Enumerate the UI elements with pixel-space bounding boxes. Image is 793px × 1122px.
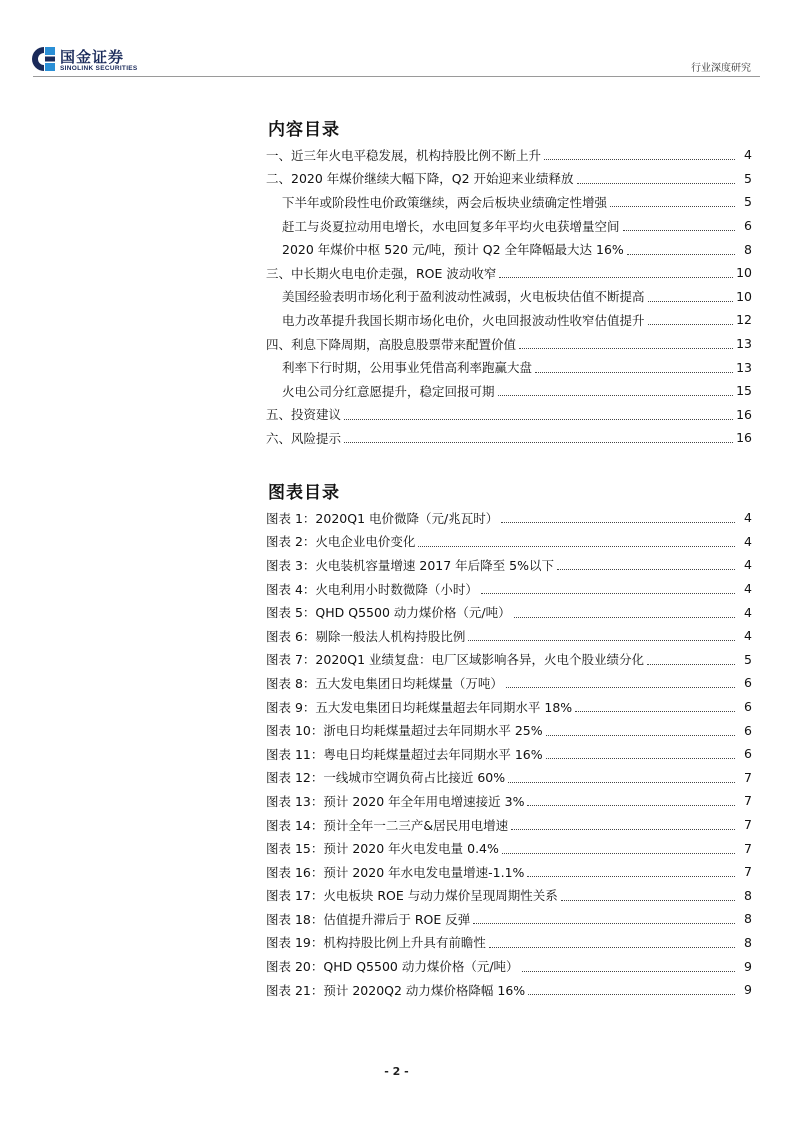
entry-page-number: 6 [744, 675, 752, 691]
dot-leader [506, 687, 735, 688]
figure-entry[interactable] [266, 742, 752, 766]
entry-page-number: 9 [744, 958, 752, 974]
figure-entry[interactable] [266, 718, 752, 742]
entry-page-number: 4 [744, 510, 752, 526]
entry-title: 图表 6：剔除一般法人机构持股比例 [266, 628, 466, 644]
entry-page-number: 4 [744, 581, 752, 597]
dot-leader [481, 593, 735, 594]
figure-entry[interactable] [266, 931, 752, 955]
entry-page-number: 8 [744, 911, 752, 927]
entry-page-number: 7 [744, 769, 752, 785]
figure-entry[interactable] [266, 648, 752, 672]
dot-leader [627, 254, 735, 255]
figure-entry[interactable] [266, 860, 752, 884]
figure-entry[interactable] [266, 530, 752, 554]
entry-title: 图表 17：火电板块 ROE 与动力煤价呈现周期性关系 [266, 888, 558, 904]
contents-list [266, 143, 752, 450]
entry-title: 图表 1：2020Q1 电价微降（元/兆瓦时） [266, 510, 499, 526]
entry-page-number: 6 [744, 722, 752, 738]
entry-title: 图表 9：五大发电集团日均耗煤量超去年同期水平 18% [266, 699, 573, 715]
dot-leader [575, 711, 735, 712]
entry-title: 四、利息下降周期，高股息股票带来配置价值 [266, 336, 517, 352]
figures-title: 图表目录 [268, 483, 340, 503]
entry-page-number: 16 [736, 406, 752, 422]
entry-title: 五、投资建议 [266, 407, 342, 423]
dot-leader [489, 947, 735, 948]
dot-leader [527, 805, 735, 806]
entry-page-number: 12 [736, 312, 752, 328]
figure-entry[interactable] [266, 813, 752, 837]
entry-title: 二、2020 年煤价继续大幅下降，Q2 开始迎来业绩释放 [266, 171, 574, 187]
dot-leader [544, 159, 735, 160]
figure-entry[interactable] [266, 978, 752, 1002]
dot-leader [514, 617, 735, 618]
dot-leader [519, 348, 733, 349]
entry-title: 图表 2：火电企业电价变化 [266, 534, 416, 550]
toc-entry[interactable] [266, 355, 752, 379]
contents-title: 内容目录 [268, 120, 340, 140]
entry-title: 图表 18：估值提升滞后于 ROE 反弹 [266, 911, 471, 927]
dot-leader [498, 395, 734, 396]
dot-leader [344, 442, 733, 443]
entry-title: 图表 8：五大发电集团日均耗煤量（万吨） [266, 675, 503, 691]
entry-page-number: 6 [744, 218, 752, 234]
entry-page-number: 7 [744, 864, 752, 880]
entry-title: 图表 21：预计 2020Q2 动力煤价格降幅 16% [266, 982, 526, 998]
figure-entry[interactable] [266, 766, 752, 790]
toc-entry[interactable] [266, 285, 752, 309]
entry-title: 图表 14：预计全年一二三产&居民用电增速 [266, 817, 509, 833]
entry-page-number: 4 [744, 147, 752, 163]
dot-leader [473, 923, 735, 924]
dot-leader [577, 183, 735, 184]
dot-leader [418, 546, 735, 547]
entry-page-number: 8 [744, 934, 752, 950]
toc-entry[interactable] [266, 167, 752, 191]
figure-entry[interactable] [266, 789, 752, 813]
entry-page-number: 5 [744, 194, 752, 210]
dot-leader [648, 324, 734, 325]
header-divider [33, 76, 760, 77]
dot-leader [527, 876, 735, 877]
dot-leader [344, 419, 733, 420]
entry-page-number: 8 [744, 241, 752, 257]
dot-leader [561, 900, 735, 901]
figure-entry[interactable] [266, 553, 752, 577]
dot-leader [508, 782, 735, 783]
figure-entry[interactable] [266, 907, 752, 931]
page-number: - 2 - [384, 1065, 409, 1078]
entry-page-number: 6 [744, 699, 752, 715]
dot-leader [501, 522, 735, 523]
entry-page-number: 15 [736, 383, 752, 399]
entry-title: 电力改革提升我国长期市场化电价，火电回报波动性收窄估值提升 [282, 312, 645, 328]
entry-title: 下半年或阶段性电价政策继续，两会后板块业绩确定性增强 [282, 194, 608, 210]
dot-leader [546, 735, 735, 736]
dot-leader [535, 372, 733, 373]
entry-title: 图表 12：一线城市空调负荷占比接近 60% [266, 770, 506, 786]
logo-english-name: SINOLINK SECURITIES [60, 65, 138, 72]
dot-leader [499, 277, 733, 278]
figure-entry[interactable] [266, 577, 752, 601]
entry-title: 图表 19：机构持股比例上升具有前瞻性 [266, 935, 486, 951]
dot-leader [468, 640, 735, 641]
toc-entry[interactable] [266, 143, 752, 167]
entry-page-number: 4 [744, 557, 752, 573]
entry-title: 图表 11：粤电日均耗煤量超过去年同期水平 16% [266, 746, 543, 762]
entry-page-number: 13 [736, 336, 752, 352]
toc-entry[interactable] [266, 379, 752, 403]
entry-title: 赶工与炎夏拉动用电增长，水电回复多年平均火电获增量空间 [282, 218, 620, 234]
entry-page-number: 13 [736, 359, 752, 375]
toc-entry[interactable] [266, 237, 752, 261]
dot-leader [511, 829, 735, 830]
figure-entry[interactable] [266, 695, 752, 719]
dot-leader [647, 664, 735, 665]
entry-title: 美国经验表明市场化利于盈利波动性减弱，火电板块估值不断提高 [282, 289, 645, 305]
toc-entry[interactable] [266, 403, 752, 427]
sinolink-logo-icon [32, 46, 56, 72]
figure-entry[interactable] [266, 836, 752, 860]
entry-page-number: 5 [744, 170, 752, 186]
figures-list [266, 506, 752, 1001]
entry-title: 一、近三年火电平稳发展，机构持股比例不断上升 [266, 147, 542, 163]
figure-entry[interactable] [266, 600, 752, 624]
dot-leader [546, 758, 735, 759]
entry-page-number: 9 [744, 982, 752, 998]
entry-title: 图表 7：2020Q1 业绩复盘：电厂区域影响各异，火电个股业绩分化 [266, 652, 645, 668]
entry-page-number: 7 [744, 840, 752, 856]
dot-leader [557, 569, 735, 570]
entry-page-number: 4 [744, 628, 752, 644]
dot-leader [522, 971, 735, 972]
report-type-label: 行业深度研究 [691, 63, 751, 74]
figure-entry[interactable] [266, 624, 752, 648]
entry-title: 图表 5：QHD Q5500 动力煤价格（元/吨） [266, 605, 511, 621]
entry-page-number: 10 [736, 288, 752, 304]
entry-page-number: 10 [736, 265, 752, 281]
dot-leader [502, 853, 735, 854]
entry-page-number: 16 [736, 430, 752, 446]
entry-page-number: 8 [744, 887, 752, 903]
figure-entry[interactable] [266, 954, 752, 978]
entry-title: 三、中长期火电电价走强，ROE 波动收窄 [266, 265, 497, 281]
entry-page-number: 7 [744, 793, 752, 809]
entry-title: 图表 4：火电利用小时数微降（小时） [266, 581, 478, 597]
toc-entry[interactable] [266, 190, 752, 214]
entry-title: 六、风险提示 [266, 430, 342, 446]
figure-entry[interactable] [266, 506, 752, 530]
entry-title: 2020 年煤价中枢 520 元/吨，预计 Q2 全年降幅最大达 16% [282, 242, 624, 258]
toc-entry[interactable] [266, 426, 752, 450]
dot-leader [623, 230, 735, 231]
entry-title: 火电公司分红意愿提升，稳定回报可期 [282, 383, 495, 399]
page-header [0, 0, 793, 80]
figure-entry[interactable] [266, 671, 752, 695]
toc-entry[interactable] [266, 308, 752, 332]
entry-title: 图表 10：浙电日均耗煤量超过去年同期水平 25% [266, 723, 543, 739]
figure-entry[interactable] [266, 884, 752, 908]
logo-chinese-name: 国金证券 [60, 48, 125, 66]
entry-title: 图表 15：预计 2020 年火电发电量 0.4% [266, 841, 499, 857]
dot-leader [528, 994, 735, 995]
entry-page-number: 4 [744, 533, 752, 549]
entry-title: 图表 16：预计 2020 年水电发电量增速-1.1% [266, 864, 525, 880]
entry-page-number: 4 [744, 604, 752, 620]
entry-title: 图表 3：火电装机容量增速 2017 年后降至 5%以下 [266, 557, 554, 573]
entry-title: 图表 13：预计 2020 年全年用电增速接近 3% [266, 793, 525, 809]
entry-page-number: 7 [744, 817, 752, 833]
toc-entry[interactable] [266, 261, 752, 285]
entry-page-number: 6 [744, 746, 752, 762]
dot-leader [648, 301, 734, 302]
entry-title: 利率下行时期，公用事业凭借高利率跑赢大盘 [282, 360, 533, 376]
toc-entry[interactable] [266, 332, 752, 356]
toc-entry[interactable] [266, 214, 752, 238]
entry-title: 图表 20：QHD Q5500 动力煤价格（元/吨） [266, 959, 519, 975]
dot-leader [610, 206, 735, 207]
entry-page-number: 5 [744, 651, 752, 667]
